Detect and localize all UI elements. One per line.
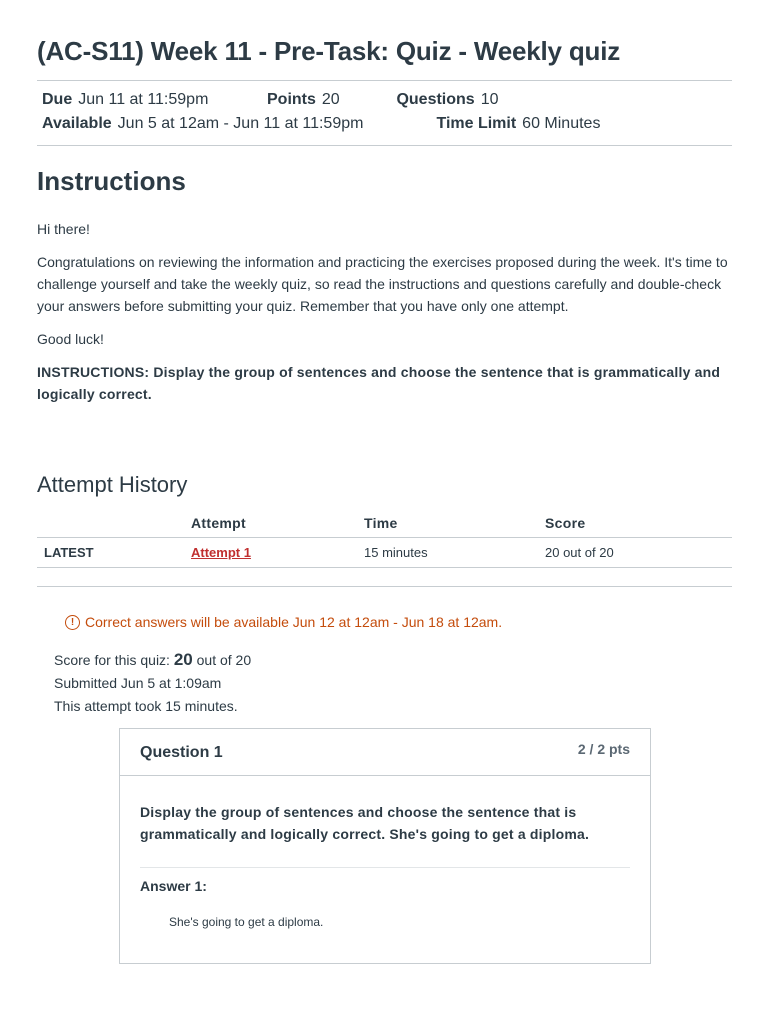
meta-divider — [37, 145, 732, 146]
score-value: 20 — [173, 650, 193, 669]
available-label: Available — [42, 115, 112, 132]
table-row — [37, 538, 732, 568]
instructions-paragraph: Good luck! — [37, 331, 104, 347]
question-title: Question 1 — [140, 744, 223, 761]
time-limit-label: Time Limit — [436, 115, 517, 132]
score-suffix: out of 20 — [196, 652, 252, 668]
correct-answers-notice — [65, 614, 502, 630]
instructions-paragraph: Congratulations on reviewing the information and practicing the exercises proposed during the week. It's time to challenge yourself and take the weekly quiz, so read the instructions and questions carefully and double-check your answers before submitting your quiz. Remember that you have only one attempt. — [37, 254, 728, 314]
due-info — [42, 91, 267, 109]
question-points: 2 / 2 pts — [577, 741, 630, 757]
score-summary — [54, 648, 251, 718]
column-header-attempt: Attempt — [191, 515, 246, 531]
attempt-1-link[interactable]: Attempt 1 — [191, 545, 251, 560]
question-card — [119, 728, 651, 964]
due-value: Jun 11 at 11:59pm — [78, 91, 209, 108]
time-limit-info — [432, 115, 600, 132]
title-divider — [37, 80, 732, 81]
due-label: Due — [42, 91, 73, 108]
instructions-paragraph: Hi there! — [37, 221, 90, 237]
page-title: (AC-S11) Week 11 - Pre-Task: Quiz - Weekly quiz — [37, 36, 621, 66]
instructions-directive: INSTRUCTIONS: Display the group of sentences and choose the sentence that is grammatically and logically correct. — [37, 364, 721, 402]
instructions-body — [37, 218, 732, 416]
column-header-time: Time — [364, 515, 398, 531]
answer-value: She's going to get a diploma. — [169, 915, 324, 929]
quiz-meta-row-1 — [42, 91, 498, 109]
score-label: Score for this quiz: — [54, 652, 170, 668]
time-limit-value: 60 Minutes — [522, 115, 601, 132]
answer-label: Answer 1: — [140, 878, 207, 894]
questions-info — [392, 91, 498, 108]
question-header — [120, 729, 650, 776]
row-label-latest: LATEST — [44, 545, 94, 560]
history-divider — [37, 586, 732, 587]
points-label: Points — [267, 91, 316, 108]
duration-text: This attempt took 15 minutes. — [54, 698, 238, 714]
attempt-score: 20 out of 20 — [545, 545, 614, 560]
instructions-heading: Instructions — [37, 166, 186, 196]
attempt-time: 15 minutes — [364, 545, 428, 560]
available-value: Jun 5 at 12am - Jun 11 at 11:59pm — [117, 115, 364, 132]
question-text: Display the group of sentences and choose the sentence that is grammatically and logically correct. She's going to get a diploma. — [140, 804, 590, 842]
points-value: 20 — [321, 91, 340, 108]
available-info — [42, 115, 432, 133]
submitted-text: Submitted Jun 5 at 1:09am — [54, 675, 222, 691]
score-line — [54, 648, 251, 672]
attempt-history-heading: Attempt History — [37, 472, 188, 497]
questions-value: 10 — [480, 91, 499, 108]
question-divider — [140, 867, 630, 868]
notice-text: Correct answers will be available Jun 12 at 12am - Jun 18 at 12am. — [85, 614, 503, 630]
warning-icon: ! — [65, 615, 80, 630]
questions-label: Questions — [396, 91, 475, 108]
table-header-row — [37, 505, 732, 538]
quiz-meta-row-2 — [42, 115, 600, 133]
column-header-score: Score — [545, 515, 586, 531]
points-info — [267, 91, 392, 109]
